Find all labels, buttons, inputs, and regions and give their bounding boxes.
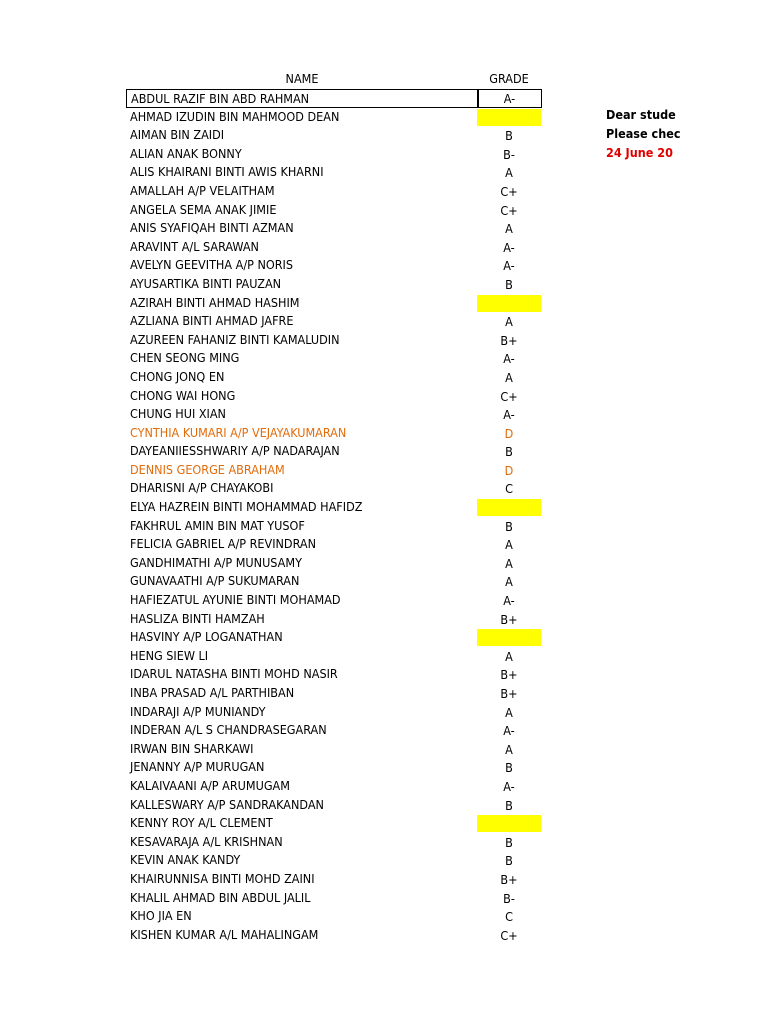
student-name-cell[interactable]: CYNTHIA KUMARI A/P VEJAYAKUMARAN <box>130 424 347 440</box>
table-row[interactable] <box>126 758 541 777</box>
student-name-cell[interactable]: IDARUL NATASHA BINTI MOHD NASIR <box>130 666 338 682</box>
student-name-cell[interactable]: KHAIRUNNISA BINTI MOHD ZAINI <box>130 870 315 886</box>
table-row[interactable] <box>126 796 541 815</box>
student-name-cell[interactable]: CHONG JONQ EN <box>130 368 225 384</box>
grade-cell[interactable]: A <box>505 648 513 664</box>
grade-cell[interactable]: A <box>505 314 513 330</box>
student-name-cell[interactable]: HENG SIEW LI <box>130 647 209 663</box>
table-row[interactable] <box>126 777 541 796</box>
grade-cell[interactable]: B+ <box>500 871 518 887</box>
grade-cell[interactable]: A- <box>503 778 515 794</box>
student-name-cell[interactable]: AIMAN BIN ZAIDI <box>130 127 225 143</box>
grade-cell[interactable]: A <box>505 221 513 237</box>
table-row[interactable] <box>126 703 541 722</box>
table-row[interactable] <box>126 665 541 684</box>
table-row[interactable] <box>126 238 541 257</box>
grade-cell[interactable]: B+ <box>500 611 518 627</box>
grade-cell[interactable]: B <box>505 128 513 144</box>
grade-cell[interactable]: B- <box>503 146 515 162</box>
grade-cell[interactable]: B+ <box>500 686 518 701</box>
grade-cell[interactable]: C+ <box>500 927 518 943</box>
table-row[interactable] <box>126 498 541 517</box>
student-name-cell[interactable]: HASVINY A/P LOGANATHAN <box>130 629 283 645</box>
note-date: 24 June 20 <box>606 145 673 160</box>
table-row[interactable] <box>126 126 541 145</box>
table-row[interactable] <box>126 833 541 852</box>
grade-cell[interactable] <box>477 295 541 312</box>
grade-cell[interactable]: A- <box>503 723 515 739</box>
grade-cell[interactable] <box>477 629 541 646</box>
student-name-cell[interactable]: AVELYN GEEVITHA A/P NORIS <box>130 257 294 273</box>
student-name-cell[interactable]: KHALIL AHMAD BIN ABDUL JALIL <box>130 889 311 905</box>
table-row[interactable] <box>126 572 541 591</box>
table-row[interactable] <box>126 591 541 610</box>
student-name-cell[interactable]: ALIS KHAIRANI BINTI AWIS KHARNI <box>130 164 324 180</box>
grade-cell[interactable]: B+ <box>500 667 518 683</box>
table-row[interactable] <box>126 889 541 908</box>
grade-cell[interactable]: B <box>505 760 513 776</box>
table-row[interactable] <box>126 424 541 443</box>
student-name-cell[interactable]: DHARISNI A/P CHAYAKOBI <box>130 480 274 496</box>
student-name-cell[interactable]: KESAVARAJA A/L KRISHNAN <box>130 833 283 849</box>
table-row[interactable] <box>126 387 541 406</box>
student-name-cell[interactable]: KHO JIA EN <box>130 908 192 924</box>
student-name-cell[interactable]: CHUNG HUI XIAN <box>130 406 226 422</box>
table-row[interactable] <box>126 870 541 889</box>
table-row[interactable] <box>126 535 541 554</box>
student-name-cell[interactable]: AZUREEN FAHANIZ BINTI KAMALUDIN <box>130 331 340 347</box>
grade-cell[interactable]: B <box>505 834 513 850</box>
student-name-cell[interactable]: AMALLAH A/P VELAITHAM <box>130 182 275 198</box>
grade-cell[interactable] <box>477 499 541 516</box>
student-name-cell[interactable]: DAYEANIIESSHWARIY A/P NADARAJAN <box>130 443 340 459</box>
student-name-cell[interactable]: CHONG WAI HONG <box>130 387 236 403</box>
student-name-cell[interactable]: ABDUL RAZIF BIN ABD RAHMAN <box>126 89 479 108</box>
grade-cell[interactable]: B <box>505 276 513 292</box>
table-row[interactable] <box>126 479 541 498</box>
grade-cell[interactable]: A- <box>503 239 515 255</box>
grade-cell[interactable]: C+ <box>500 202 518 218</box>
table-row[interactable] <box>126 108 541 127</box>
student-name-cell[interactable]: ARAVINT A/L SARAWAN <box>130 238 259 254</box>
column-header-grade[interactable]: GRADE <box>489 71 529 86</box>
student-grade-list <box>126 89 541 944</box>
student-name-cell[interactable]: ANIS SYAFIQAH BINTI AZMAN <box>130 220 294 236</box>
table-row[interactable] <box>126 89 541 108</box>
student-name-cell[interactable]: GUNAVAATHI A/P SUKUMARAN <box>130 573 300 589</box>
student-name-cell[interactable]: AZLIANA BINTI AHMAD JAFRE <box>130 313 294 329</box>
table-row[interactable] <box>126 610 541 629</box>
table-row[interactable] <box>126 554 541 573</box>
grade-cell[interactable]: B <box>505 853 513 869</box>
grade-cell[interactable]: B+ <box>500 332 518 348</box>
student-name-cell[interactable]: DENNIS GEORGE ABRAHAM <box>130 461 285 477</box>
student-name-cell[interactable]: AZIRAH BINTI AHMAD HASHIM <box>130 294 300 310</box>
student-name-cell[interactable]: FELICIA GABRIEL A/P REVINDRAN <box>130 536 316 552</box>
grade-cell[interactable] <box>477 815 541 832</box>
table-row[interactable] <box>126 331 541 350</box>
table-row[interactable] <box>126 145 541 164</box>
table-row[interactable] <box>126 256 541 275</box>
table-row[interactable] <box>126 907 541 926</box>
student-name-cell[interactable]: INDARAJI A/P MUNIANDY <box>130 703 266 719</box>
grade-cell[interactable]: D <box>504 425 514 441</box>
student-name-cell[interactable]: INDERAN A/L S CHANDRASEGARAN <box>130 722 327 738</box>
grade-cell[interactable]: B <box>505 518 513 534</box>
student-name-cell[interactable]: ELYA HAZREIN BINTI MOHAMMAD HAFIDZ <box>130 499 363 515</box>
student-name-cell[interactable]: KALAIVAANI A/P ARUMUGAM <box>130 777 290 793</box>
student-name-cell[interactable]: ALIAN ANAK BONNY <box>130 145 242 161</box>
student-name-cell[interactable]: JENANNY A/P MURUGAN <box>130 759 265 775</box>
student-name-cell[interactable]: FAKHRUL AMIN BIN MAT YUSOF <box>130 517 305 533</box>
table-row[interactable] <box>126 368 541 387</box>
grade-cell[interactable]: A- <box>503 593 515 609</box>
student-name-cell[interactable]: IRWAN BIN SHARKAWI <box>130 740 254 756</box>
table-row[interactable] <box>126 647 541 666</box>
grade-cell[interactable]: C+ <box>500 388 518 404</box>
table-row[interactable] <box>126 721 541 740</box>
grade-cell[interactable]: A <box>505 741 513 757</box>
table-row[interactable] <box>126 405 541 424</box>
grade-cell[interactable]: A- <box>503 407 515 423</box>
table-row[interactable] <box>126 684 541 703</box>
grade-cell[interactable]: A <box>505 165 513 181</box>
table-row[interactable] <box>126 312 541 331</box>
table-row[interactable] <box>126 740 541 759</box>
student-name-cell[interactable]: KENNY ROY A/L CLEMENT <box>130 815 273 831</box>
student-name-cell[interactable]: HAFIEZATUL AYUNIE BINTI MOHAMAD <box>130 592 341 608</box>
student-name-cell[interactable]: CHEN SEONG MING <box>130 350 240 366</box>
grade-cell[interactable]: C+ <box>500 183 518 199</box>
grade-cell[interactable]: B <box>505 797 513 813</box>
table-row[interactable] <box>126 201 541 220</box>
grade-cell[interactable]: A <box>505 369 513 385</box>
student-name-cell[interactable]: GANDHIMATHI A/P MUNUSAMY <box>130 554 302 570</box>
table-row[interactable] <box>126 628 541 647</box>
table-row[interactable] <box>126 294 541 313</box>
grade-cell[interactable]: D <box>504 462 514 478</box>
table-row[interactable] <box>126 517 541 536</box>
student-name-cell[interactable]: AHMAD IZUDIN BIN MAHMOOD DEAN <box>130 108 340 124</box>
grade-cell[interactable]: B- <box>503 890 515 906</box>
grade-cell[interactable]: A <box>505 537 513 553</box>
student-name-cell[interactable]: ANGELA SEMA ANAK JIMIE <box>130 201 277 217</box>
grade-cell[interactable]: C <box>505 909 513 925</box>
grade-cell[interactable]: A <box>505 704 513 720</box>
table-row[interactable] <box>126 182 541 201</box>
grade-cell[interactable]: A- <box>477 89 542 108</box>
table-row[interactable] <box>126 349 541 368</box>
grade-cell[interactable] <box>477 109 541 126</box>
student-name-cell[interactable]: KEVIN ANAK KANDY <box>130 852 241 868</box>
column-header-name[interactable]: NAME <box>285 71 319 86</box>
table-row[interactable] <box>126 926 541 945</box>
grade-cell[interactable]: A <box>505 574 513 590</box>
note-line-1: Dear stude <box>606 107 676 122</box>
grade-cell[interactable]: A- <box>503 351 515 367</box>
table-row[interactable] <box>126 851 541 870</box>
grade-cell[interactable]: C <box>505 481 513 497</box>
table-row[interactable] <box>126 275 541 294</box>
table-row[interactable] <box>126 442 541 461</box>
grade-cell[interactable]: A- <box>503 258 515 274</box>
table-row[interactable] <box>126 219 541 238</box>
table-row[interactable] <box>126 461 541 480</box>
note-line-2: Please chec <box>606 126 681 141</box>
student-name-cell[interactable]: HASLIZA BINTI HAMZAH <box>130 610 265 626</box>
table-row[interactable] <box>126 814 541 833</box>
student-name-cell[interactable]: KALLESWARY A/P SANDRAKANDAN <box>130 796 324 812</box>
student-name-cell[interactable]: INBA PRASAD A/L PARTHIBAN <box>130 685 295 700</box>
student-name-cell[interactable]: AYUSARTIKA BINTI PAUZAN <box>130 275 282 291</box>
grade-cell[interactable]: A <box>505 555 513 571</box>
student-name-cell[interactable]: KISHEN KUMAR A/L MAHALINGAM <box>130 926 319 942</box>
table-row[interactable] <box>126 163 541 182</box>
grade-cell[interactable]: B <box>505 444 513 460</box>
